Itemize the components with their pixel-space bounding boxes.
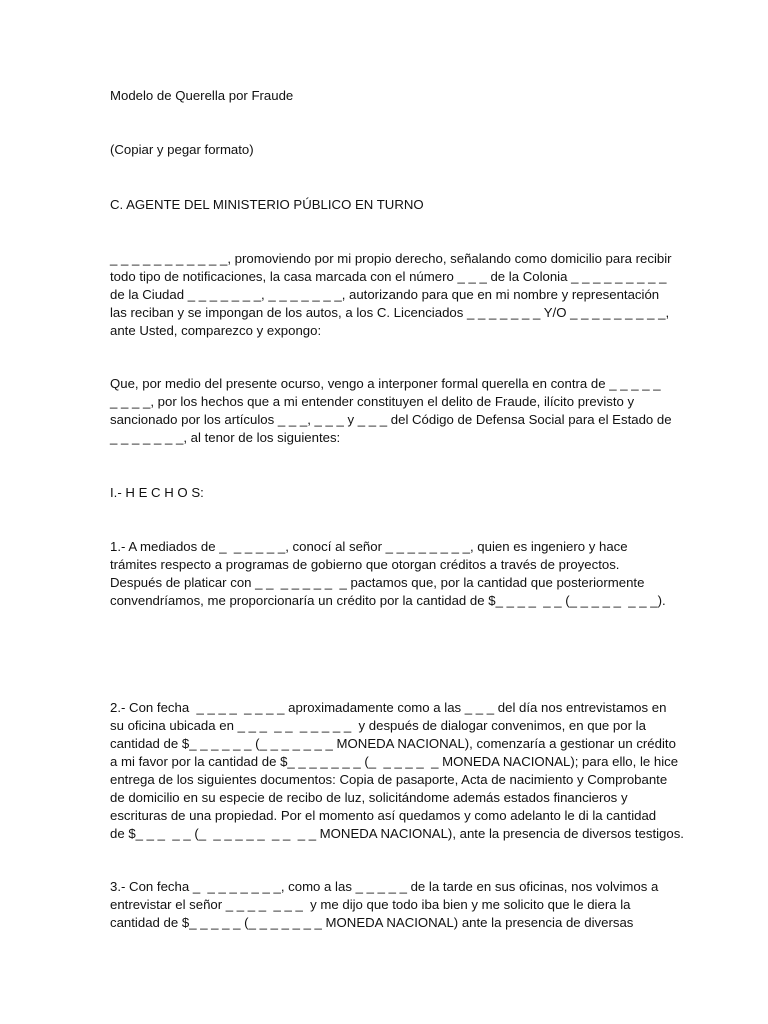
intro-paragraph [110, 250, 672, 340]
paragraph-line: 2.- Con fecha _ _ _ _ _ _ _ _ aproximadamente como a las _ _ _ del día nos entrevistamos en [110, 700, 667, 715]
paragraph-line: trámites respecto a programas de gobierno que otorgan créditos a través de proyectos. [110, 557, 620, 572]
paragraph-line: cantidad de $_ _ _ _ _ _ (_ _ _ _ _ _ _ MONEDA NACIONAL), comenzaría a gestionar un crédito [110, 736, 676, 751]
paragraph-line: entrega de los siguientes documentos: Copia de pasaporte, Acta de nacimiento y Comprobante [110, 772, 668, 787]
paragraph-line: _ _ _ _ _ _ _ _ _ _ _, promoviendo por mi propio derecho, señalando como domicilio para recibir [110, 251, 672, 266]
format-note: (Copiar y pegar formato) [110, 142, 254, 157]
addressee: C. AGENTE DEL MINISTERIO PÚBLICO EN TURNO [110, 197, 424, 212]
paragraph-line: su oficina ubicada en _ _ _ _ _ _ _ _ _ _ y después de dialogar convenimos, en que por la [110, 718, 646, 733]
paragraph-line: de domicilio en su especie de recibo de luz, solicitándome además estados financieros y [110, 790, 628, 805]
fact-1-paragraph [110, 538, 666, 610]
fact-3-paragraph [110, 878, 662, 932]
paragraph-line: a mi favor por la cantidad de $_ _ _ _ _ _ _ (_ _ _ _ _ _ MONEDA NACIONAL); para ello, le hice [110, 754, 679, 769]
paragraph-line: cantidad de $_ _ _ _ _ (_ _ _ _ _ _ _ MONEDA NACIONAL) ante la presencia de diversas [110, 915, 634, 930]
paragraph-line: Que, por medio del presente ocurso, vengo a interponer formal querella en contra de _ _ _ _ _ [110, 376, 661, 391]
paragraph-line: escrituras de una propiedad. Por el momento así quedamos y como adelanto le di la cantidad [110, 808, 657, 823]
paragraph-line: todo tipo de notificaciones, la casa marcada con el número _ _ _ de la Colonia _ _ _ _ _ _ _ _ _ [110, 269, 667, 284]
paragraph-line: _ _ _ _, por los hechos que a mi entender constituyen el delito de Fraude, ilícito previsto y [110, 394, 635, 409]
complaint-paragraph [110, 375, 672, 447]
paragraph-line: convendríamos, me proporcionaría un crédito por la cantidad de $_ _ _ _ _ _ (_ _ _ _ _ _ _ _). [110, 593, 666, 608]
paragraph-line: de la Ciudad _ _ _ _ _ _ _, _ _ _ _ _ _ _, autorizando para que en mi nombre y representación [110, 287, 660, 302]
fact-2-paragraph [110, 699, 684, 843]
paragraph-line: entrevistar el señor _ _ _ _ _ _ _ y me dijo que todo iba bien y me solicito que le diera la [110, 897, 631, 912]
facts-heading: I.- H E C H O S: [110, 485, 204, 500]
paragraph-line: sancionado por los artículos _ _ _, _ _ _ y _ _ _ del Código de Defensa Social para el Estado de [110, 412, 672, 427]
paragraph-line: 1.- A mediados de _ _ _ _ _ _, conocí al señor _ _ _ _ _ _ _ _, quien es ingeniero y hace [110, 539, 628, 554]
paragraph-line: las reciban y se impongan de los autos, a los C. Licenciados _ _ _ _ _ _ _ Y/O _ _ _ _ _ _ _ _ _, [110, 305, 670, 320]
paragraph-line: 3.- Con fecha _ _ _ _ _ _ _ _, como a las _ _ _ _ _ de la tarde en sus oficinas, nos volvimos a [110, 879, 659, 894]
document-title: Modelo de Querella por Fraude [110, 88, 294, 103]
paragraph-line: _ _ _ _ _ _ _, al tenor de los siguientes: [110, 430, 341, 445]
paragraph-line: Después de platicar con _ _ _ _ _ _ _ _ pactamos que, por la cantidad que posteriormente [110, 575, 645, 590]
paragraph-line: ante Usted, comparezco y expongo: [110, 323, 322, 338]
paragraph-line: de $_ _ _ _ _ (_ _ _ _ _ _ _ _ _ _ MONEDA NACIONAL), ante la presencia de diversos testigos. [110, 826, 684, 841]
